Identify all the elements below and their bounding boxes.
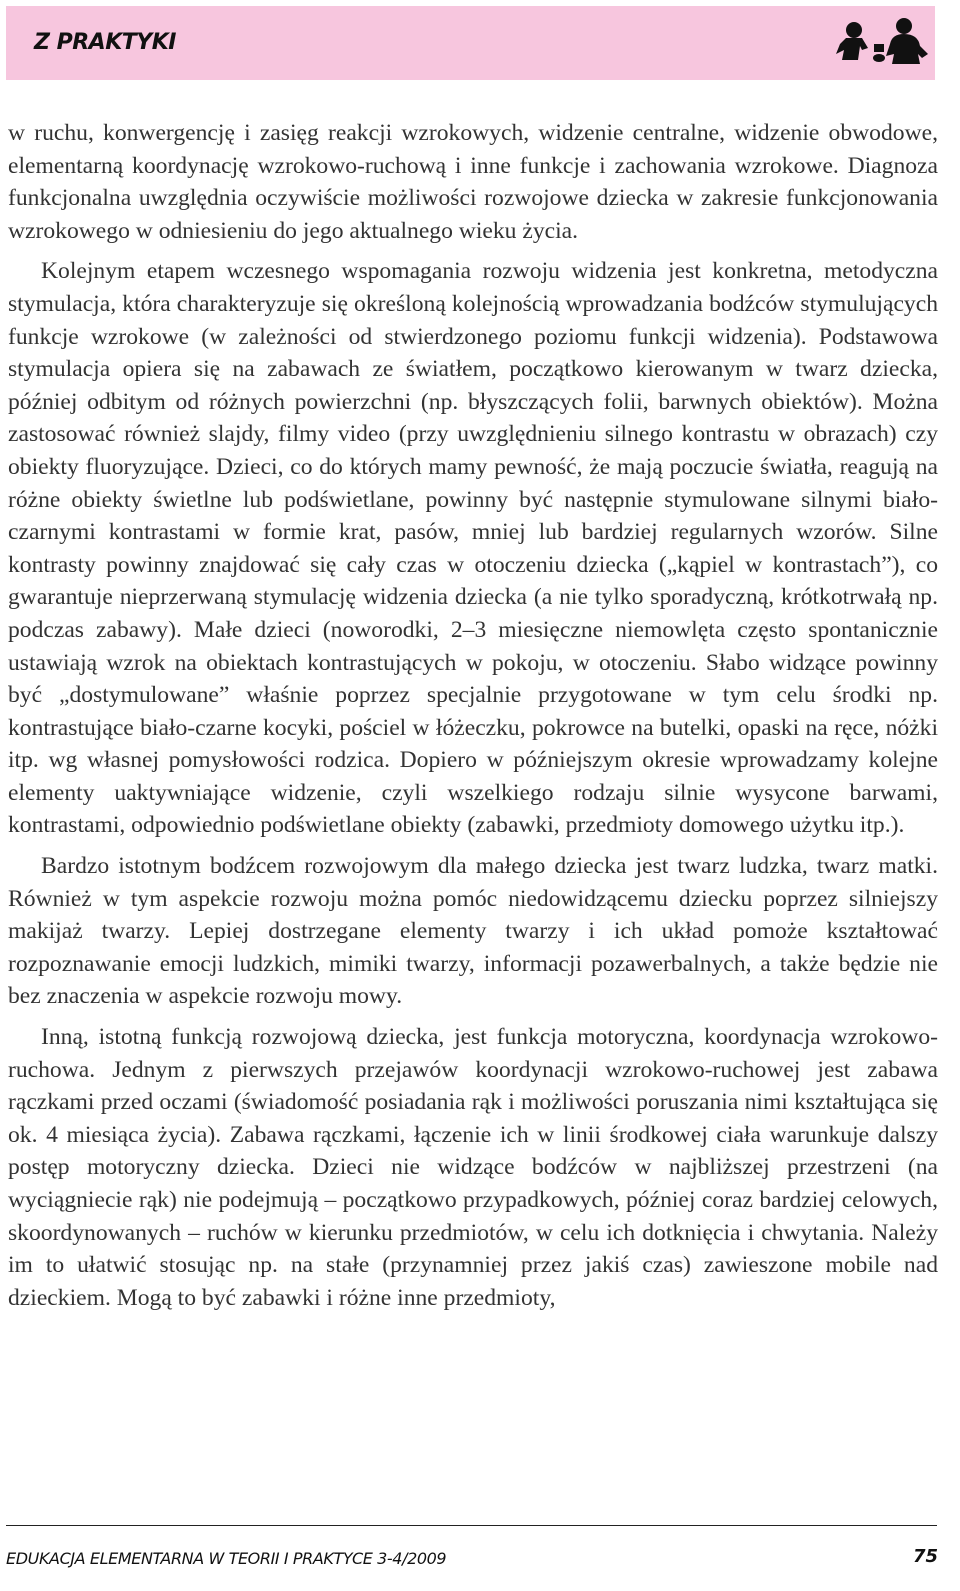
article-body — [8, 117, 938, 1322]
children-playing-icon — [832, 14, 932, 70]
paragraph: Kolejnym etapem wczesnego wspomagania rozwoju widzenia jest konkretna, metodyczna stymulacja, która charakteryzuje się określoną kolejnością wprowadzania bodźców stymulujących funkcje wzrokowe (w zależności od stwierdzonego poziomu funkcji widzenia). Podstawowa stymulacja opiera się na zabawach ze światłem, początkowo kierowanym w twarz dziecka, później odbitym od różnych powierzchni (np. błyszczących folii, barwnych obiektów). Można zastosować również slajdy, filmy video (przy uwzględnieniu silnego kontrastu w obrazach) czy obiekty fluoryzujące. Dzieci, co do których mamy pewność, że mają poczucie światła, reagują na różne obiekty świetlne lub podświetlane, powinny być następnie stymulowane silnymi biało-czarnymi kontrastami w formie krat, pasów, mniej lub bardziej regularnych wzorów. Silne kontrasty powinny znajdować się cały czas w otoczeniu dziecka („kąpiel w kontrastach”), co gwarantuje nieprzerwaną stymulację widzenia dziecka (a nie tylko sporadyczną, krótkotrwałą np. podczas zabawy). Małe dzieci (noworodki, 2–3 miesięczne niemowlęta często spontanicznie ustawiają wzrok na obiektach kontrastujących w pokoju, w otoczeniu. Słabo widzące powinny być „dostymulowane” właśnie poprzez specjalnie przygotowane w tym celu środki np. kontrastujące biało-czarne kocyki, pościel w łóżeczku, pokrowce na butelki, opaski na ręce, nóżki itp. wg własnej pomysłowości rodzica. Dopiero w późniejszym okresie wprowadzamy kolejne elementy uaktywniające widzenie, czyli wszelkiego rodzaju silnie wysycone barwami, kontrastami, odpowiednio podświetlane obiekty (zabawki, przedmioty domowego użytku itp.). — [8, 258, 938, 839]
footer-divider — [6, 1525, 937, 1526]
paragraph: Inną, istotną funkcją rozwojową dziecka, jest funkcja motoryczna, koordynacja wzrokowo-ruchowa. Jednym z pierwszych przejawów koordynacji wzrokowo-ruchowej jest zabawa rączkami przed oczami (świadomość posiadania rąk i możliwości poruszania nimi kształtująca się ok. 4 miesiąca życia). Zabawa rączkami, łączenie ich w linii środkowej ciała warunkuje dalszy postęp motoryczny dziecka. Dzieci nie widzące bodźców w najbliższej przestrzeni (na wyciągniecie rąk) nie podejmują – początkowo przypadkowych, później coraz bardziej celowych, skoordynowanych – ruchów w kierunku przedmiotów, w celu ich dotknięcia i chwytania. Należy im to ułatwić stosując np. na stałe (przynamniej przez jakiś czas) zawieszone mobile nad dzieckiem. Mogą to być zabawki i różne inne przedmioty, — [8, 1024, 938, 1311]
footer-journal-title: EDUKACJA ELEMENTARNA W TEORII I PRAKTYCE 3-4/2009 — [6, 1549, 447, 1568]
page-number: 75 — [912, 1546, 938, 1567]
paragraph: Bardzo istotnym bodźcem rozwojowym dla małego dziecka jest twarz ludzka, twarz matki. Również w tym aspekcie rozwoju można pomóc niedowidzącemu dziecku poprzez silniejszy makijaż twarzy. Lepiej dostrzegane elementy twarzy i ich układ pomoże kształtować rozpoznawanie emocji ludzkich, mimiki twarzy, informacji pozawerbalnych, a także będzie nie bez znaczenia w aspekcie rozwoju mowy. — [8, 853, 938, 1010]
section-title: Z PRAKTYKI — [34, 30, 176, 55]
paragraph: w ruchu, konwergencję i zasięg reakcji wzrokowych, widzenie centralne, widzenie obwodowe, elementarną koordynację wzrokowo-ruchową i inne funkcje i zachowania wzrokowe. Diagnoza funkcjonalna uwzględnia oczywiście możliwości rozwojowe dziecka w zakresie funkcjonowania wzrokowego w odniesieniu do jego aktualnego wieku życia. — [8, 120, 938, 244]
